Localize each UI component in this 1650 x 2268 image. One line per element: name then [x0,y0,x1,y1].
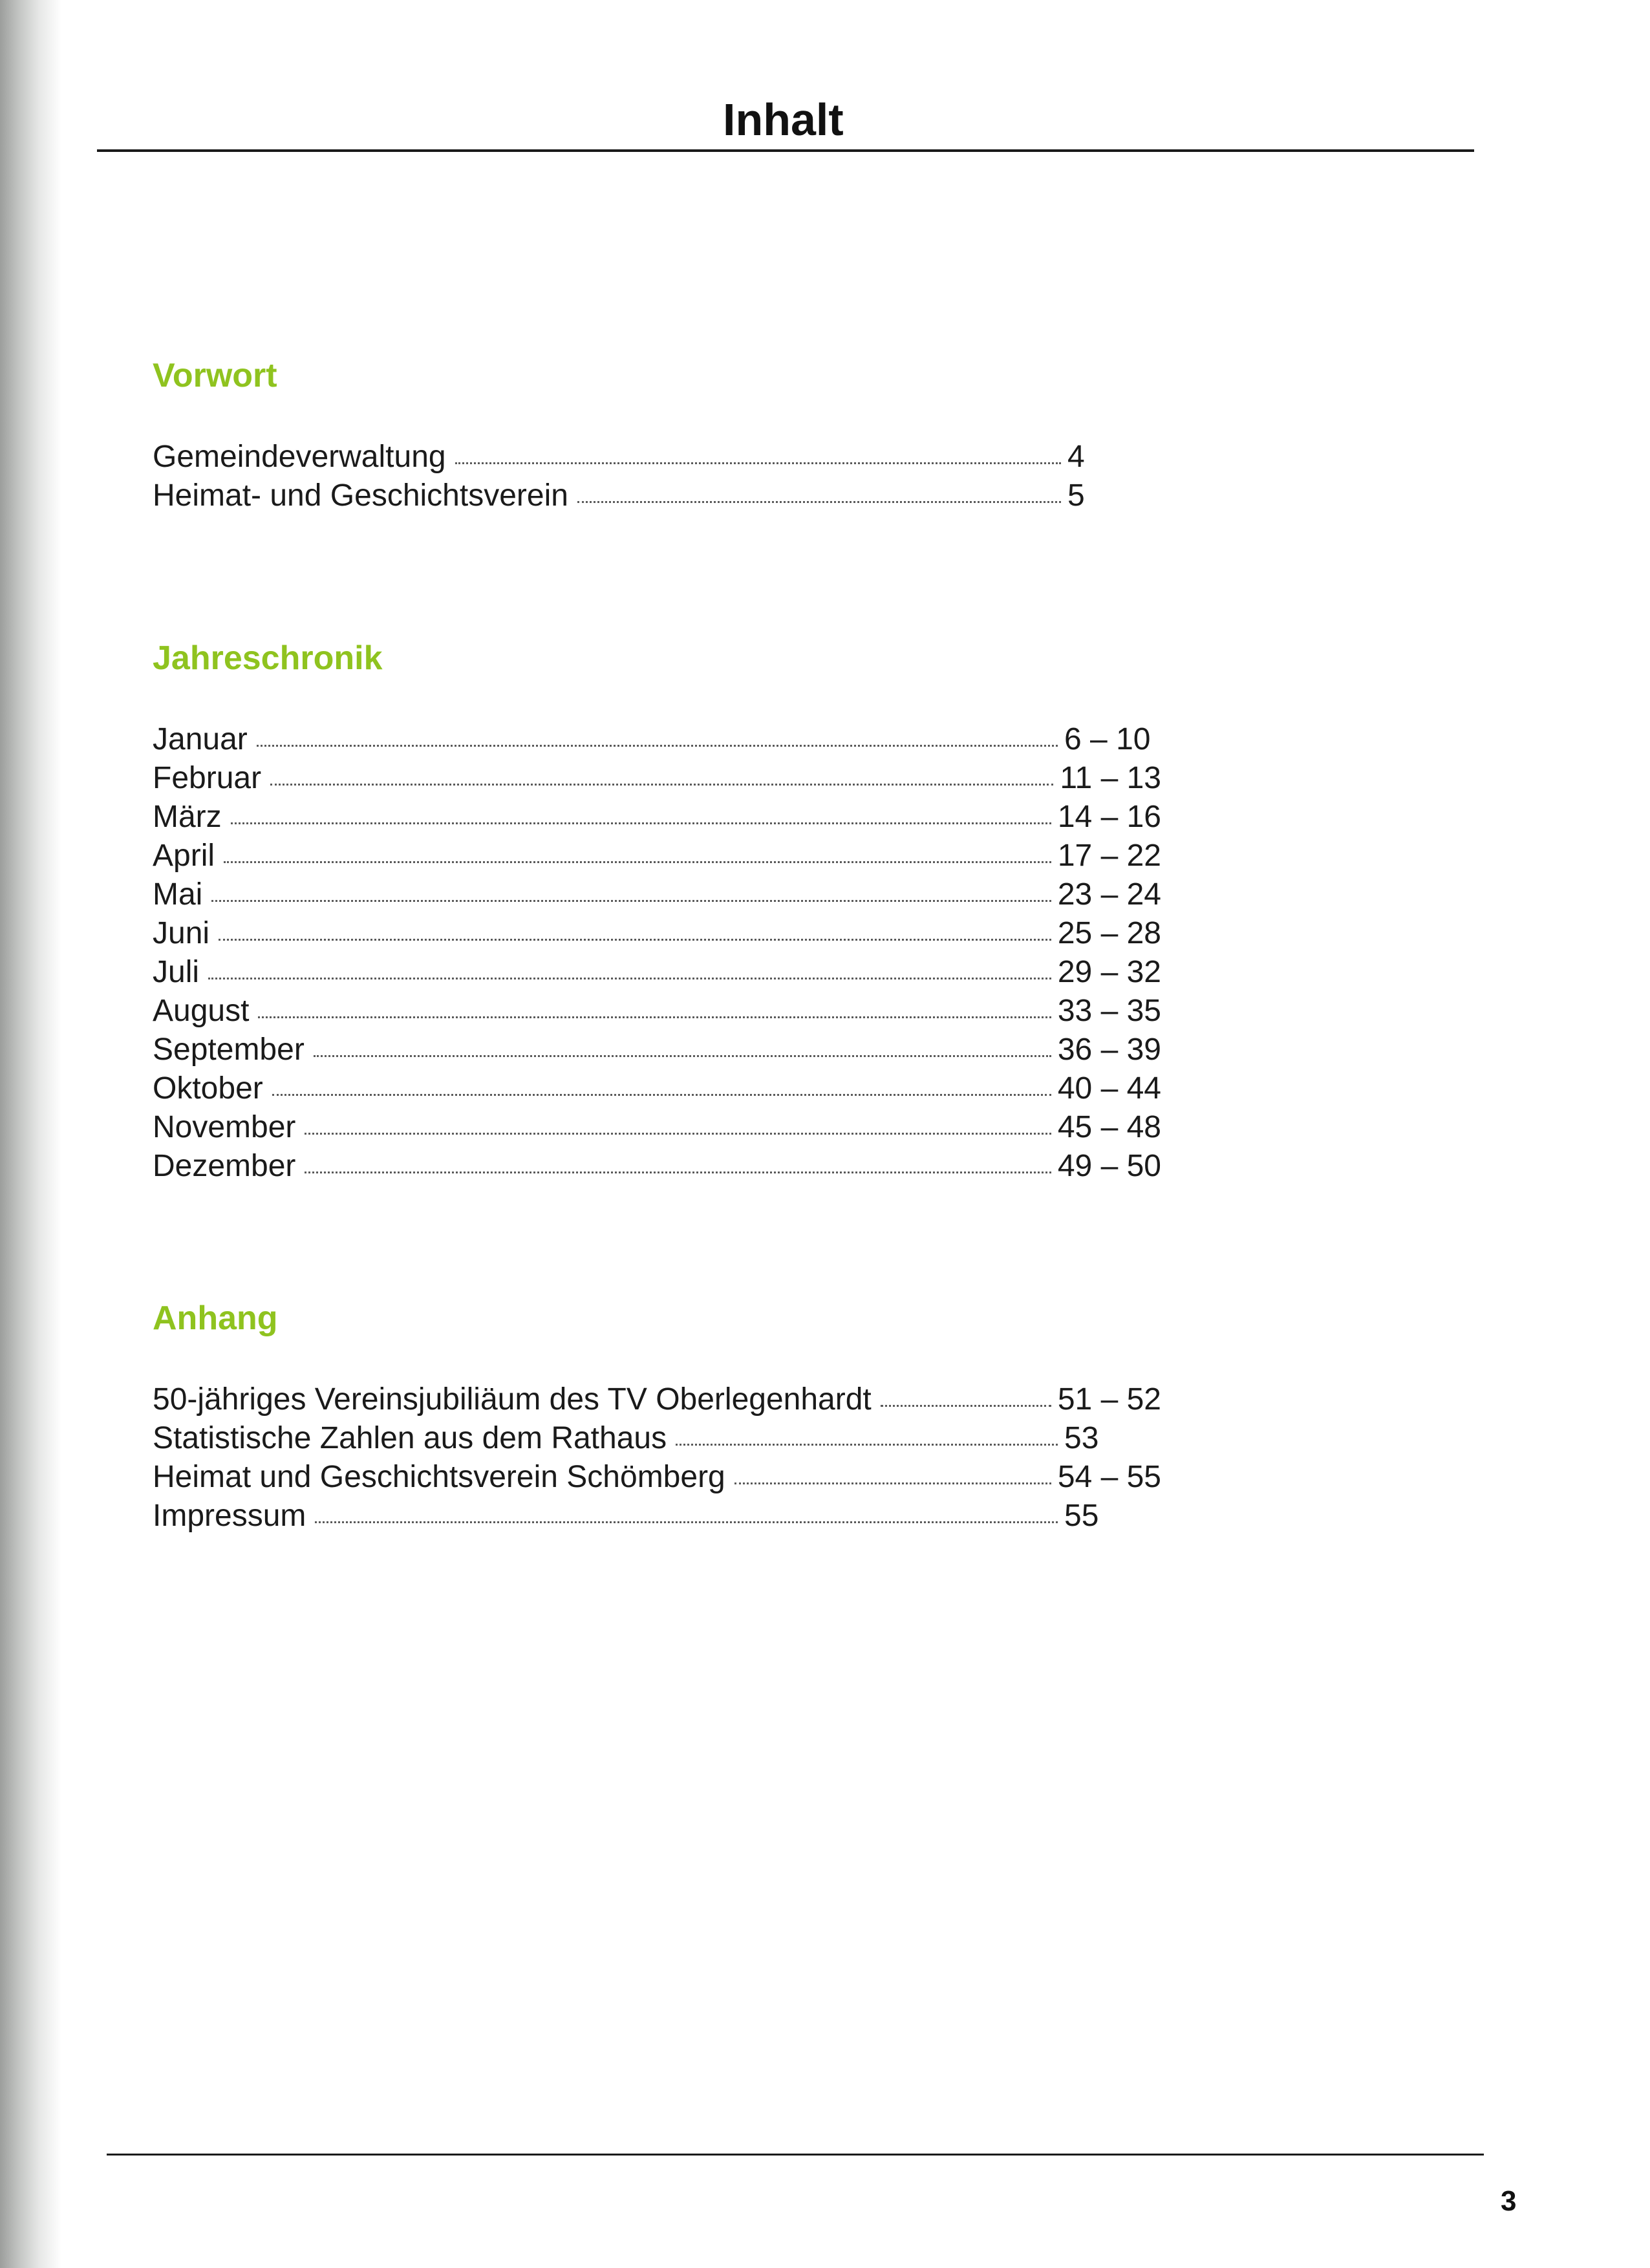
toc-entry-label: 50-jähriges Vereinsjubiliäum des TV Oberlegenhardt [153,1382,872,1417]
dot-leader [219,939,1051,941]
toc-list [153,720,1161,1186]
section-heading: Anhang [153,1300,278,1337]
toc-entry[interactable] [153,798,1161,837]
toc-entry-label: Heimat und Geschichtsverein Schömberg [153,1460,725,1494]
toc-entry[interactable] [153,914,1161,953]
toc-entry-label: Gemeindeverwaltung [153,440,446,474]
dot-leader [208,978,1051,979]
toc-entry[interactable] [153,837,1161,875]
dot-leader [577,501,1061,503]
toc-entry-pages: 14 – 16 [1057,800,1161,834]
toc-entry-pages: 54 – 55 [1057,1460,1161,1494]
toc-entry-pages: 25 – 28 [1057,916,1161,950]
toc-entry-pages: 23 – 24 [1057,877,1161,912]
dot-leader [270,784,1053,786]
section-jahreschronik [153,641,1187,1186]
toc-entry[interactable] [153,1147,1161,1186]
toc-entry[interactable] [153,720,1161,759]
toc-entry-pages: 36 – 39 [1057,1032,1161,1067]
toc-entry[interactable] [153,476,1093,515]
toc-entry-label: Juli [153,955,200,989]
bottom-rule [107,2154,1484,2156]
toc-entry-label: Statistische Zahlen aus dem Rathaus [153,1421,667,1455]
toc-entry-pages: 17 – 22 [1057,839,1161,873]
top-rule [97,149,1474,152]
toc-entry-pages: 33 – 35 [1057,994,1161,1028]
toc-entry[interactable] [153,759,1161,798]
toc-entry-label: September [153,1032,305,1067]
toc-entry-pages: 51 – 52 [1057,1382,1161,1417]
toc-entry-label: Oktober [153,1071,263,1106]
toc-entry[interactable] [153,438,1093,476]
toc-entry[interactable] [153,992,1161,1031]
toc-entry-pages: 45 – 48 [1057,1110,1161,1144]
toc-entry-label: Mai [153,877,203,912]
toc-entry[interactable] [153,953,1161,992]
toc-entry-pages: 49 – 50 [1057,1149,1161,1183]
toc-entry[interactable] [153,1458,1161,1497]
section-heading: Vorwort [153,357,277,394]
toc-entry-pages: 40 – 44 [1057,1071,1161,1106]
toc-entry-label: Heimat- und Geschichtsverein [153,478,568,513]
dot-leader [257,745,1058,747]
toc-entry-label: März [153,800,222,834]
dot-leader [231,822,1051,824]
page-number: 3 [1501,2185,1517,2217]
section-anhang [153,1301,1187,1535]
dot-leader [272,1094,1051,1096]
toc-entry-pages: 6 – 10 [1064,722,1151,756]
toc-entry-label: Impressum [153,1499,306,1533]
toc-entry[interactable] [153,1497,1161,1535]
dot-leader [734,1482,1051,1484]
dot-leader [314,1055,1051,1057]
toc-entry-label: Dezember [153,1149,296,1183]
dot-leader [224,861,1051,863]
page-title: Inhalt [723,94,844,145]
toc-entry-pages: 11 – 13 [1060,761,1161,795]
toc-entry-label: Februar [153,761,262,795]
section-heading: Jahreschronik [153,639,383,677]
toc-entry-pages: 55 [1064,1499,1099,1533]
toc-entry-label: Juni [153,916,210,950]
toc-list [153,438,1093,515]
toc-list [153,1380,1161,1535]
dot-leader [258,1016,1051,1018]
dot-leader [881,1405,1051,1407]
toc-entry-label: Januar [153,722,248,756]
dot-leader [315,1521,1058,1523]
toc-entry-label: November [153,1110,296,1144]
dot-leader [211,900,1051,902]
toc-entry-pages: 5 [1067,478,1085,513]
dot-leader [305,1133,1051,1135]
dot-leader [455,462,1061,464]
toc-entry[interactable] [153,1419,1161,1458]
toc-entry-pages: 29 – 32 [1057,955,1161,989]
dot-leader [305,1171,1051,1173]
toc-entry[interactable] [153,875,1161,914]
binding-shadow [0,0,61,2268]
toc-entry-pages: 53 [1064,1421,1099,1455]
toc-entry-label: August [153,994,250,1028]
toc-entry[interactable] [153,1031,1161,1069]
toc-entry-pages: 4 [1067,440,1085,474]
toc-entry[interactable] [153,1069,1161,1108]
toc-entry[interactable] [153,1108,1161,1147]
toc-entry-label: April [153,839,215,873]
section-vorwort [153,359,1187,515]
toc-entry[interactable] [153,1380,1161,1419]
dot-leader [676,1444,1058,1446]
